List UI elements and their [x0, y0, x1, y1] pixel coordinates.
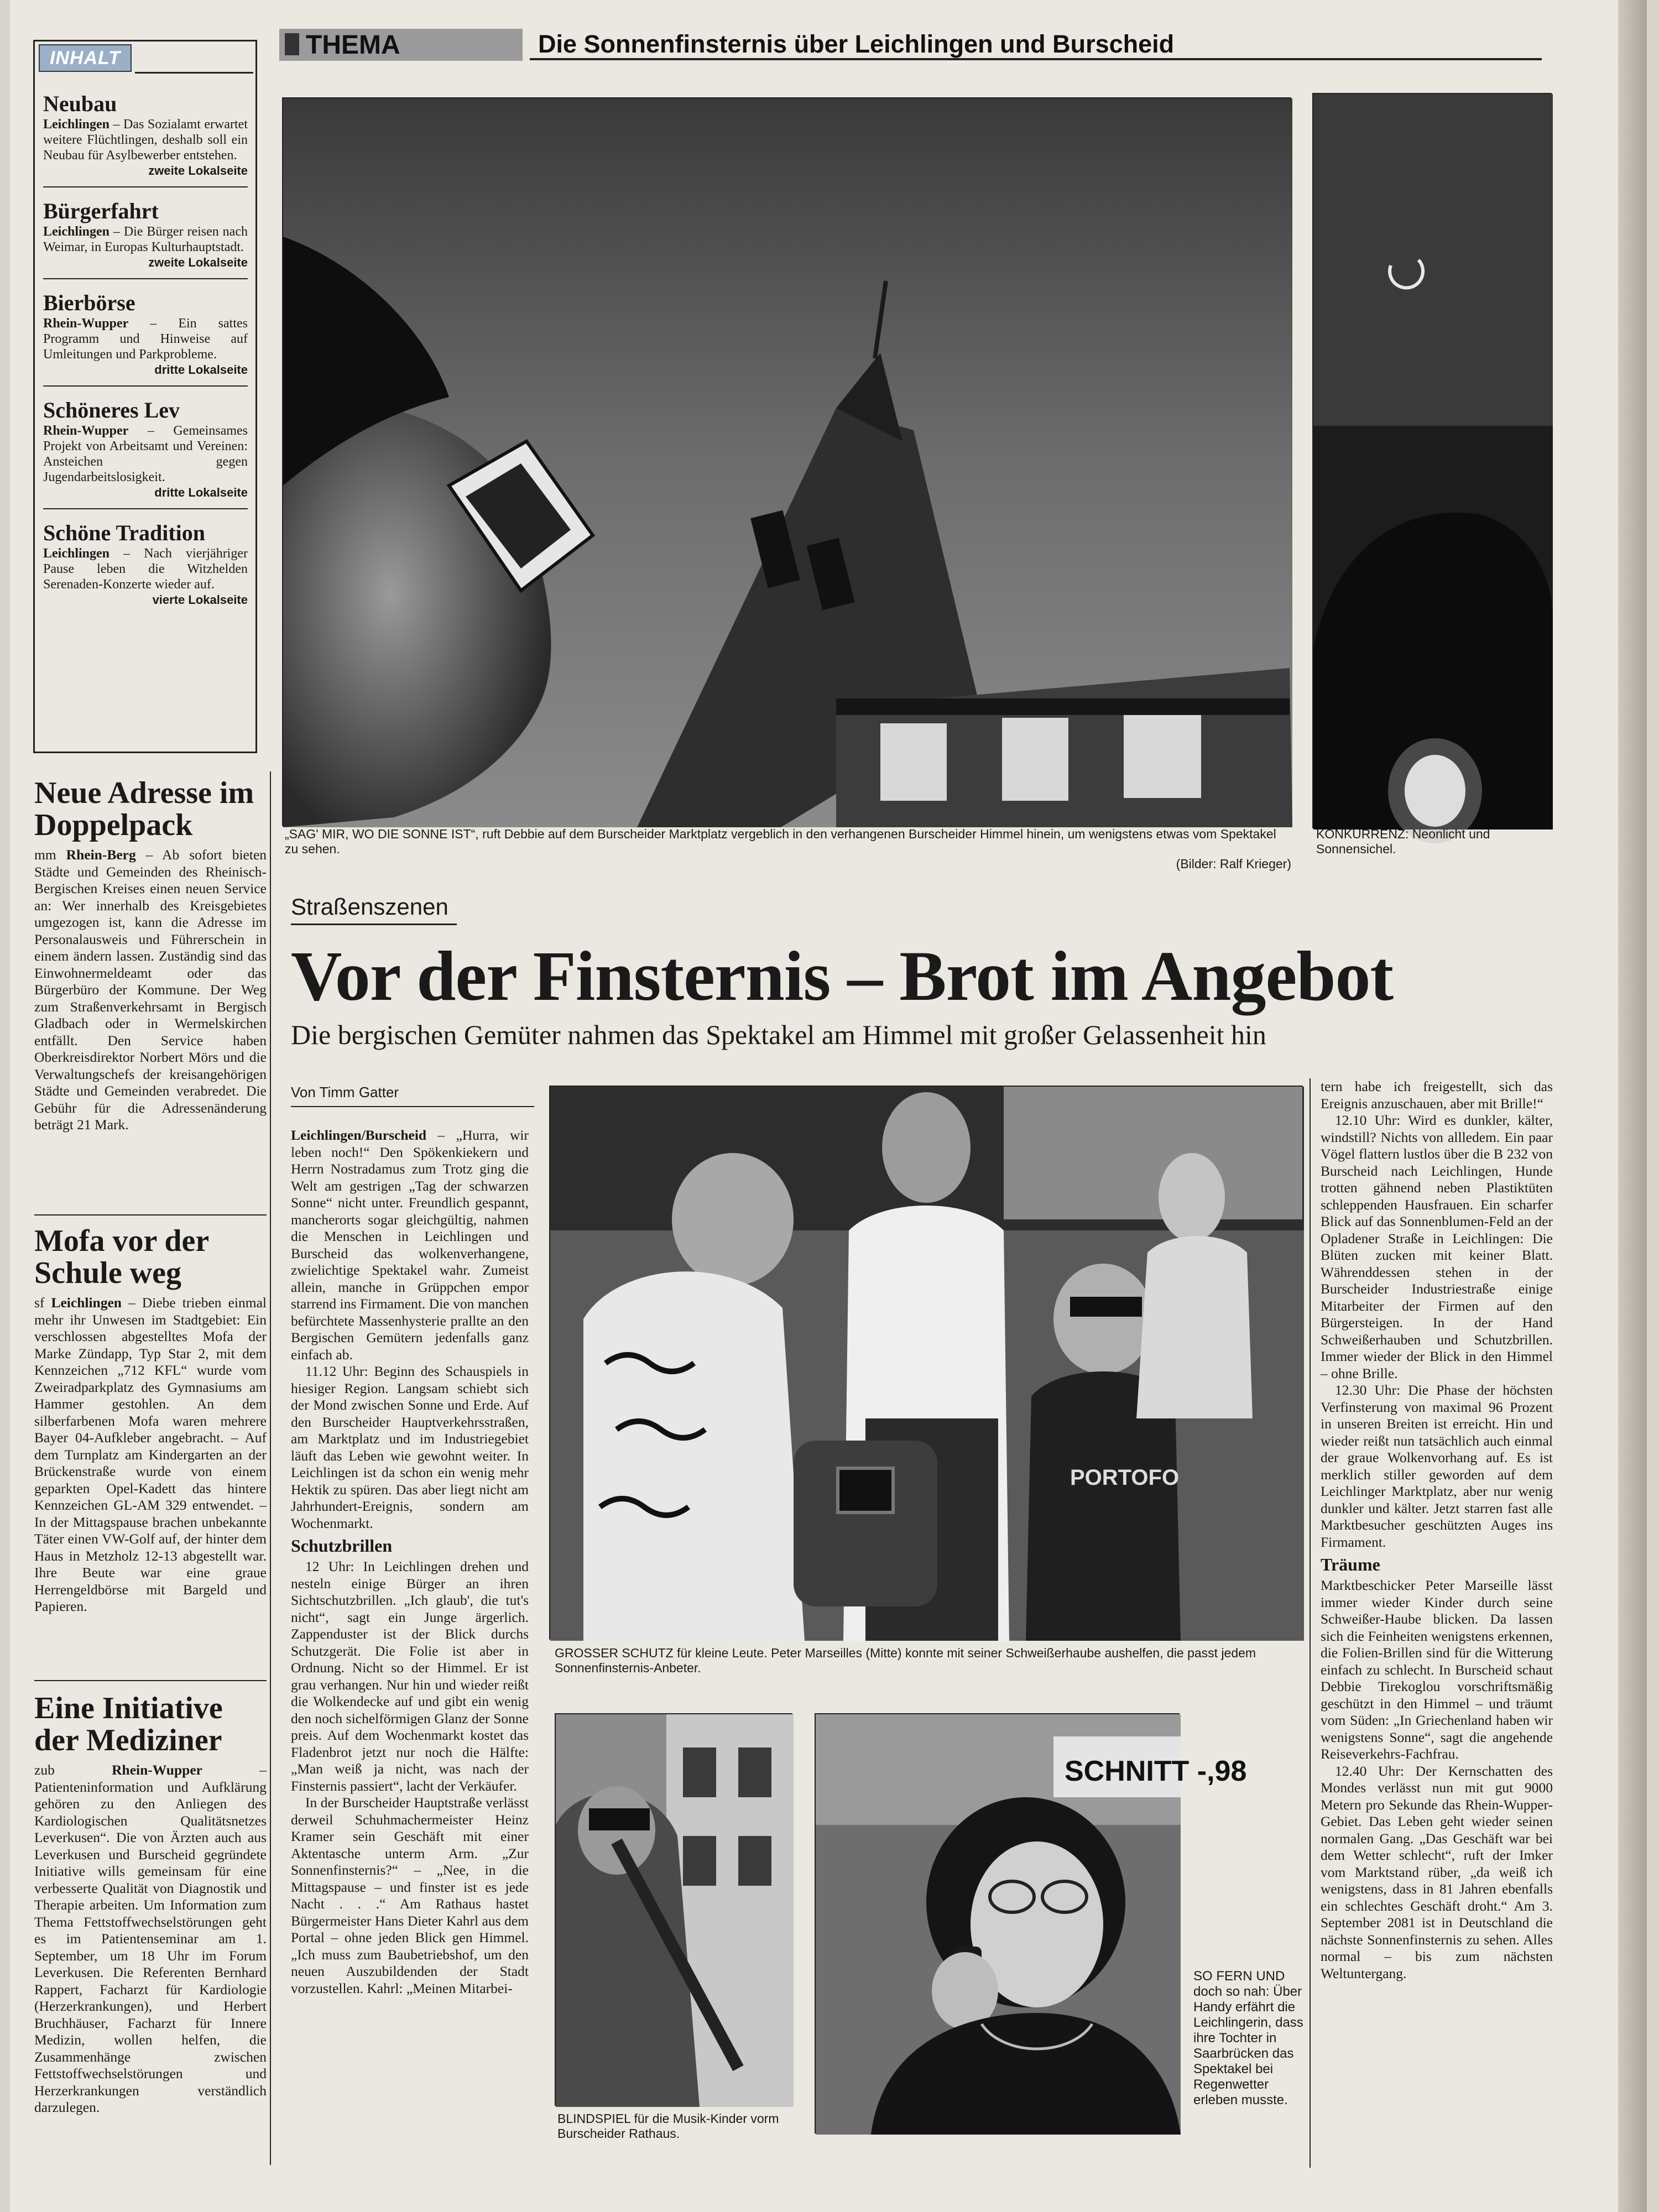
side-divider	[34, 1214, 267, 1215]
inhalt-tag: INHALT	[39, 44, 132, 72]
side-article-place: Leichlingen	[51, 1295, 122, 1311]
article-subhead: Die bergischen Gemüter nahmen das Spektakel am Himmel mit großer Gelassenheit hin	[291, 1019, 1266, 1050]
side-article-adresse	[34, 777, 267, 1134]
article-column-3	[1321, 1078, 1553, 1982]
section-marker	[285, 33, 299, 55]
group-photo-caption: GROSSER SCHUTZ für kleine Leute. Peter Marseilles (Mitte) konnte mit seiner Schweißerhaube aushelfen, die passt jedem Sonnenfinsternis-Anbeter.	[555, 1646, 1256, 1675]
inhalt-item-ref: zweite Lokalseite	[148, 164, 248, 178]
article-paragraph: 12.10 Uhr: Wird es dunkler, kälter, windstill? Nichts von allledem. Ein paar Vögel flattern lustlos über die B 232 von Burscheid nach Leichlingen, Hunde trotten gähnend neben Plastiktüten schleppenden Hausfrauen. Ein scharfer Blick auf das Sonnenblumen-Feld an der Opladener Straße in Leichlingen: Die Blüten zucken mit keiner Blatt. Währenddessen stehen in der Burscheider Industriestraße einige Mitarbeiter der Firmen auf den Bürgersteigen. In der Hand Schweißerhauben und Schutzbrillen. Immer wieder der Blick in den Himmel – ohne Brille.	[1321, 1112, 1553, 1381]
article-paragraph: – „Hurra, wir leben noch!“ Den Spökenkiekern und Herrn Nostradamus zum Trotz ging die Welt am gestrigen „Tag der schwarzen Sonne“ nicht unter. Freundlich gespannt, mancherorts sogar gleichgültig, nahmen die Menschen in Leichlingen und Burscheid das wolkenverhangene, zwielichtige Spektakel wahr. Zumeist allein, manche in Grüppchen empor starrend ins Firmament. Die von manchen befürchtete Massenhysterie prallte an den Bergischen Gemütern jedenfalls ganz einfach ab.	[291, 1127, 529, 1363]
byline-rule	[291, 1106, 534, 1107]
inhalt-separator	[43, 186, 248, 187]
main-photo-caption-text: „SAG' MIR, WO DIE SONNE IST“, ruft Debbie auf dem Burscheider Marktplatz vergeblich in den verhangenen Burscheider Himmel hinein, um wenigstens etwas vom Spektakel zu sehen.	[285, 827, 1276, 856]
page-binding-edge	[1618, 0, 1647, 2212]
inhalt-item-place: Rhein-Wupper	[43, 424, 129, 438]
article-kicker: Straßenszenen	[291, 894, 448, 920]
inhalt-item[interactable]	[43, 520, 248, 608]
article-subheading: Träume	[1321, 1554, 1380, 1574]
inhalt-item-text: – Gemeinsames Projekt von Arbeitsamt und Vereinen: Ansteichen gegen Jugendarbeitslosigkeit.	[43, 424, 248, 484]
inhalt-item-title: Neubau	[43, 91, 117, 116]
inhalt-item-place: Leichlingen	[43, 117, 110, 132]
article-dateline: Leichlingen/Burscheid	[291, 1127, 427, 1143]
inhalt-item-ref: dritte Lokalseite	[154, 363, 248, 377]
main-photo-caption	[285, 827, 1291, 872]
inhalt-item-ref: dritte Lokalseite	[154, 486, 248, 499]
side-article-text: – Diebe trieben einmal mehr ihr Unwesen im Stadtgebiet: Ein verschlossen abgestelltes Mofa der Marke Zündapp, Typ Star 2, mit dem Kennzeichen „712 KFL“ wurde vom Zweiradparkplatz des Gymnasiums am Hammer gestohlen. An dem silberfarbenen Mofa waren mehrere Bayer 04-Aufkleber angebracht. – Auf dem Turnplatz am Kindergarten an der Brückenstraße wurde von einem geparkten Opel-Kadett das hintere Kennzeichen GL-AM 329 entwendet. – In der Mittagspause brachen unbekannte Täter einen VW-Golf auf, der hinter dem Haus in Metzholz 12-13 abgestellt war. Ihre Beute war eine graue Herrengeldbörse mit Bargeld und Papieren.	[34, 1295, 267, 1614]
inhalt-item-text: – Nach vierjähriger Pause leben die Witzhelden Serenaden-Konzerte wieder auf.	[43, 546, 248, 592]
article-paragraph: In der Burscheider Hauptstraße verlässt derweil Schuhmachermeister Heinz Kramer sein Geschäft mit einer Aktentasche unterm Arm. „Zur Sonnenfinsternis?“ – „Nee, in die Mittagspause – und finster ist es jede Nacht . . .“ Am Rathaus hastet Bürgermeister Hans Dieter Kahrl aus dem Portal – ohne jeden Blick gen Himmel. „Ich muss zum Baubetriebshof, um den neuen Auszubildenden der Stadt vorzustellen. Kahrl: „Meinen Mitarbei-	[291, 1794, 529, 1996]
inhalt-list	[43, 91, 248, 608]
side-article-headline: Mofa vor der Schule weg	[34, 1224, 209, 1290]
article-paragraph: 12.30 Uhr: Die Phase der höchsten Verfinsterung von maximal 96 Prozent in unseren Breiten ist erreicht. Hin und wieder reißt nun tatsächlich auch einmal der graue Wolkenvorhang auf. Es ist merklich stiller geworden auf dem Leichlinger Marktplatz, aber nur wenig dunkler und kälter. Jetzt starren fast alle Marktbesucher geschützten Auges ins Firmament.	[1321, 1382, 1553, 1550]
side-article-place: Rhein-Wupper	[112, 1762, 202, 1778]
inhalt-separator	[43, 385, 248, 387]
rathaus-kids-photo-graphic	[556, 1714, 794, 2107]
photo-credit: (Bilder: Ralf Krieger)	[1176, 857, 1291, 871]
inhalt-item-title: Bierbörse	[43, 290, 135, 315]
inhalt-item-ref: zweite Lokalseite	[148, 255, 248, 269]
inhalt-item[interactable]	[43, 199, 248, 279]
inhalt-item-text: – Das Sozialamt erwartet weitere Flüchtlingen, deshalb soll ein Neubau für Asylbewerber entstehen.	[43, 117, 248, 163]
article-paragraph: Marktbeschicker Peter Marseille lässt immer wieder Kinder durch seine Schweißer-Haube blicken. Da lassen sich die Feinheiten wenigstens erkennen, die Folien-Brillen sind für die Witterung einfach zu schlecht. In Burscheid schaut Debbie Tirekoglou vorschriftsmäßig geschützt in den Himmel – und träumt vom Süden: „In Griechenland haben wir wenigstens Sonne“, sagt die angehende Reiseverkehrs-Fachfrau.	[1321, 1577, 1553, 1762]
inhalt-item-title: Bürgerfahrt	[43, 199, 159, 223]
side-article-author: mm	[34, 847, 56, 863]
inhalt-item-title: Schöneres Lev	[43, 398, 180, 422]
blind-photo	[555, 1713, 792, 2106]
inhalt-separator	[43, 278, 248, 279]
woman-phone-photo-graphic	[816, 1714, 1247, 2135]
side-article-headline: Neue Adresse im Doppelpack	[34, 776, 254, 842]
article-paragraph: 11.12 Uhr: Beginn des Schauspiels in hiesiger Region. Langsam schiebt sich der Mond zwischen Sonne und Erde. Auf den Burscheider Hauptverkehrsstraßen, am Marktplatz und im Industriegebiet läuft das Leben wie gewohnt weiter. In Leichlingen ist da schon ein wenig mehr Hektik zu spüren. Das aber liegt nicht am Jahrhundert-Ereignis, sondern am Wochenmarkt.	[291, 1363, 529, 1531]
inhalt-item-ref: vierte Lokalseite	[152, 593, 248, 607]
inhalt-item[interactable]	[43, 91, 248, 187]
article-headline: Vor der Finsternis – Brot im Angebot	[291, 937, 1394, 1015]
article-paragraph: tern habe ich freigestellt, sich das Ereignis anzuschauen, aber mit Brille!“	[1321, 1078, 1553, 1112]
eclipse-photo	[1312, 93, 1552, 828]
side-article-mediziner	[34, 1692, 267, 2116]
side-article-text: – Ab sofort bieten Städte und Gemeinden des Rheinisch-Bergischen Kreises einen neuen Service an: Wer innerhalb des Kreisgebietes umgezogen ist, kann die Adresse im Personalausweis und Führerschein in einem ändern lassen. Zuständig sind das Einwohnermeldeamt oder das Bürgerbüro der Kommune. Der Weg zum Straßenverkehrsamt in Bergisch Gladbach oder in Wermelskirchen entfällt. Den Service haben Oberkreisdirektor Norbert Mörs und die Verwaltungschefs der kreisangehörigen Städte und Gemeinden verabredet. Die Gebühr für die Adressenänderung beträgt 21 Mark.	[34, 847, 267, 1133]
group-photo	[549, 1086, 1303, 1640]
side-article-author: zub	[34, 1762, 55, 1778]
inhalt-tag-rule	[135, 72, 253, 74]
side-article-text: – Patienteninformation und Aufklärung gehören zu den Anliegen des Kardiologischen Qualitätsnetzes Leverkusen“. Die von Ärzten auch aus Leverkusen und Burscheid gegründete Initiative wills gemeinsam für eine verbesserte Qualität von Diagnostik und Therapie arbeiten. Um Information zum Thema Fettstoffwechselstörungen geht es im Patientenseminar am 1. September, um 18 Uhr im Forum Leverkusen. Die Referenten Bernhard Rappert, Facharzt für Kardiologie (Herzerkrankungen), und Herbert Bruchhäuser, Facharzt für Innere Medizin, wollen helfen, die Zusammenhänge zwischen Fettstoffwechselstörungen und Herzerkrankungen verständlich darzulegen.	[34, 1762, 267, 2115]
article-paragraph: 12 Uhr: In Leichlingen drehen und nesteln einige Bürger an ihren Sichtschutzbrillen. „Ich glaub', die tut's nicht“, sagt ein Junge ärgerlich. Zappenduster ist der Blick durchs Schutzgerät. Die Folie ist aber in Ordnung. Nicht so der Himmel. Er ist grau verhangen. Nur hin und wieder reißt die Wolkendecke auf und gibt ein wenig den noch sichelförmigen Glanz der Sonne preis. Auf dem Wochenmarkt kostet das Fladenbrot jetzt nur noch die Hälfte: „Man weiß ja nicht, was nach der Finsternis passiert“, lacht der Verkäufer.	[291, 1558, 529, 1794]
inhalt-item-place: Leichlingen	[43, 225, 110, 239]
column-rule	[270, 771, 271, 2165]
neon-light-photo-graphic	[1313, 94, 1553, 830]
svg-text:PORTOFO: PORTOFO	[1070, 1465, 1180, 1490]
inhalt-item-title: Schöne Tradition	[43, 520, 206, 545]
church-spire-photo-graphic	[283, 98, 1292, 827]
inhalt-item-place: Leichlingen	[43, 546, 110, 561]
phone-photo-caption: SO FERN UND doch so nah: Über Handy erfährt die Leichlingerin, dass ihre Tochter in Saarbrücken das Spektakel bei Regenwetter erleben musste.	[1193, 1969, 1303, 2107]
main-photo	[282, 97, 1291, 826]
phone-photo	[815, 1713, 1247, 2133]
inhalt-item[interactable]	[43, 398, 248, 509]
blind-photo-caption: BLINDSPIEL für die Musik-Kinder vorm Burscheider Rathaus.	[557, 2111, 779, 2141]
side-article-mofa	[34, 1225, 267, 1615]
side-article-author: sf	[34, 1295, 45, 1311]
article-subheading: Schutzbrillen	[291, 1536, 393, 1556]
section-label: THEMA	[306, 30, 400, 60]
inhalt-item-text: – Die Bürger reisen nach Weimar, in Europas Kulturhauptstadt.	[43, 225, 248, 254]
newspaper-page	[10, 0, 1647, 2212]
page-title: Die Sonnenfinsternis über Leichlingen und Burscheid	[538, 30, 1175, 58]
kicker-underline	[291, 924, 457, 925]
article-byline: Von Timm Gatter	[291, 1084, 399, 1100]
inhalt-separator	[43, 508, 248, 509]
inhalt-item-text: – Ein sattes Programm und Hinweise auf Umleitungen und Parkprobleme.	[43, 316, 248, 362]
eclipse-photo-caption: KONKURRENZ: Neonlicht und Sonnensichel.	[1316, 827, 1490, 856]
sign-text: SCHNITT -,98	[1065, 1755, 1247, 1787]
inhalt-item[interactable]	[43, 290, 248, 387]
side-divider	[34, 1680, 267, 1681]
column-rule	[1310, 1078, 1311, 2168]
welding-helmet-photo-graphic	[550, 1087, 1304, 1641]
article-paragraph: 12.40 Uhr: Der Kernschatten des Mondes verlässt nun mit gut 9000 Metern pro Sekunde das Rhein-Wupper-Gebiet. Das Leben geht wieder seinen normalen Gang. „Das Geschäft war bei dem Wetter schlecht“, ruft der Imker vom Marktstand rüber, „da weiß ich wenigstens, dass in 81 Jahren ebenfalls ein schlechtes Geschäft droht.“ Am 3. September 2081 ist in Deutschland die nächste Sonnenfinsternis zu sehen. Alles normal – bis zum nächsten Weltuntergang.	[1321, 1762, 1553, 1981]
side-article-headline: Eine Initiative der Mediziner	[34, 1691, 223, 1757]
inhalt-item-place: Rhein-Wupper	[43, 316, 129, 331]
article-column-1	[291, 1127, 529, 1997]
side-article-place: Rhein-Berg	[66, 847, 136, 863]
header-rule	[530, 58, 1542, 60]
